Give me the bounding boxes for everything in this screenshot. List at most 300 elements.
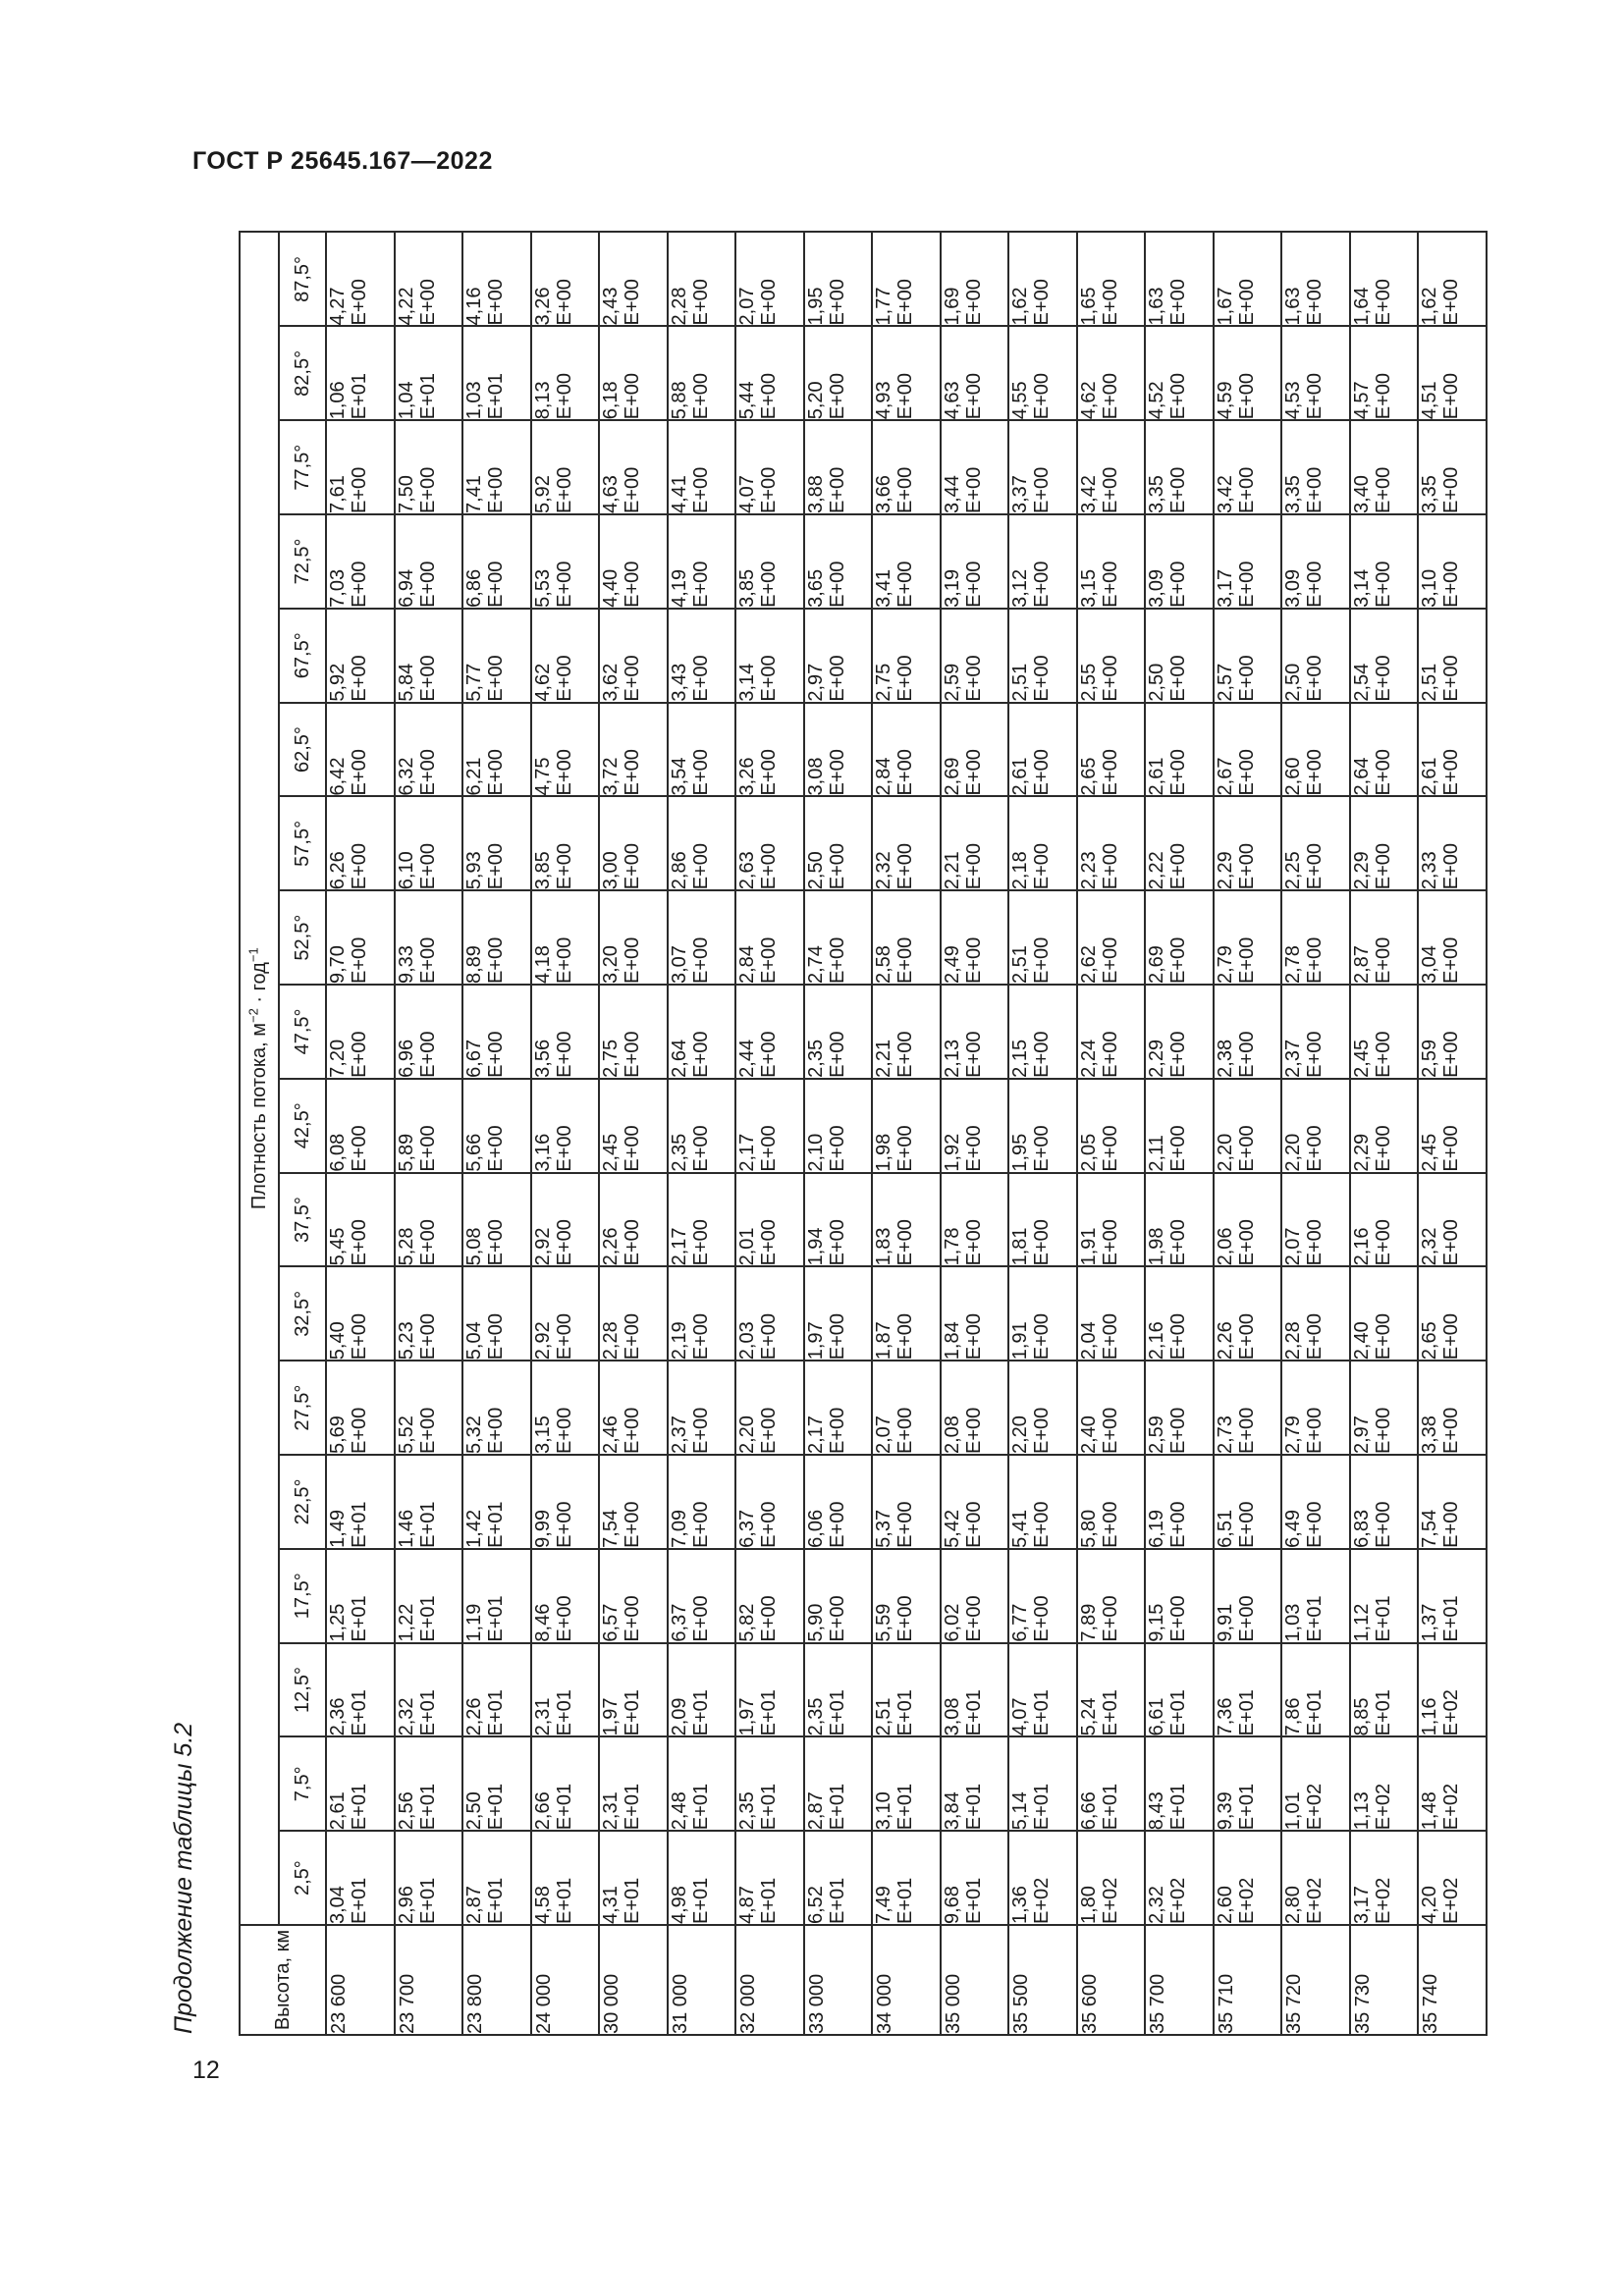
mantissa: 2,86: [668, 851, 690, 890]
exponent: E+00: [1372, 561, 1394, 608]
exponent: E+00: [1304, 279, 1326, 326]
flux-value-cell: [1281, 1736, 1350, 1831]
exponent: E+00: [758, 466, 781, 514]
mantissa: 3,12: [1009, 568, 1032, 608]
mantissa: 1,83: [873, 1227, 895, 1266]
mantissa: 2,97: [1350, 1415, 1373, 1455]
mantissa: 9,15: [1146, 1603, 1168, 1642]
mantissa: 6,96: [395, 1039, 417, 1078]
mantissa: 7,49: [873, 1886, 895, 1924]
mantissa: 1,16: [1419, 1697, 1441, 1736]
exponent: E+00: [416, 1125, 439, 1172]
flux-value-cell: [1350, 1361, 1419, 1455]
table-row: [1145, 232, 1214, 2035]
exponent: E+00: [485, 279, 508, 326]
mantissa: 5,77: [463, 663, 486, 702]
mantissa: 6,18: [600, 381, 623, 420]
mantissa: 2,28: [668, 287, 690, 326]
mantissa: 3,14: [736, 663, 759, 702]
mantissa: 1,87: [873, 1321, 895, 1361]
flux-value-cell: [326, 1736, 395, 1831]
exponent: E+01: [349, 1501, 370, 1548]
exponent: E+01: [962, 1877, 985, 1924]
exponent: E+00: [1031, 1125, 1054, 1172]
flux-value-cell: [872, 1643, 941, 1737]
exponent: E+00: [349, 749, 370, 796]
angle-header: 77,5°: [279, 420, 326, 514]
flux-value-cell: [599, 1173, 668, 1267]
exponent: E+00: [689, 842, 712, 890]
flux-value-cell: [531, 1455, 600, 1549]
flux-value-cell: [804, 1266, 873, 1361]
exponent: E+00: [349, 279, 370, 326]
mantissa: 5,59: [873, 1603, 895, 1642]
flux-value-cell: [326, 1266, 395, 1361]
flux-value-cell: [1214, 1643, 1282, 1737]
flux-value-cell: [735, 1266, 804, 1361]
exponent: E+00: [758, 936, 781, 985]
flux-value-cell: [326, 1643, 395, 1737]
flux-value-cell: [1418, 1643, 1487, 1737]
flux-value-cell: [941, 326, 1009, 420]
mantissa: 2,51: [873, 1697, 895, 1736]
exponent: E+01: [894, 1783, 917, 1831]
exponent: E+00: [962, 279, 985, 326]
flux-value-cell: [1418, 1736, 1487, 1831]
mantissa: 1,37: [1419, 1603, 1441, 1642]
mantissa: 2,32: [873, 851, 895, 890]
exponent: E+00: [1440, 842, 1463, 890]
mantissa: 1,19: [463, 1603, 486, 1642]
exponent: E+00: [826, 842, 848, 890]
exponent: E+00: [689, 279, 712, 326]
mantissa: 3,40: [1350, 475, 1373, 514]
mantissa: 4,87: [736, 1886, 759, 1924]
exponent: E+00: [894, 936, 917, 985]
exponent: E+00: [1099, 655, 1121, 702]
mantissa: 5,53: [531, 568, 554, 608]
flux-value-cell: [735, 1361, 804, 1455]
flux-value-cell: [1281, 703, 1350, 797]
flux-value-cell: [735, 1079, 804, 1173]
exponent: E+00: [416, 279, 439, 326]
mantissa: 3,19: [941, 568, 963, 608]
mantissa: 4,27: [327, 287, 349, 326]
flux-value-cell: [1145, 232, 1214, 326]
mantissa: 1,49: [327, 1509, 349, 1548]
flux-value-cell: [462, 232, 531, 326]
exponent: E+02: [1235, 1877, 1258, 1924]
exponent: E+00: [1372, 1125, 1394, 1172]
flux-value-cell: [1418, 232, 1487, 326]
mantissa: 3,35: [1419, 475, 1441, 514]
mantissa: 4,98: [668, 1886, 690, 1924]
mantissa: 1,03: [463, 381, 486, 420]
table-row: [941, 232, 1009, 2035]
exponent: E+00: [826, 1125, 848, 1172]
mantissa: 2,13: [941, 1039, 963, 1078]
flux-value-cell: [1145, 985, 1214, 1079]
mantissa: 2,24: [1077, 1039, 1100, 1078]
exponent: E+01: [416, 372, 439, 420]
flux-value-cell: [531, 703, 600, 797]
mantissa: 4,75: [531, 757, 554, 796]
flux-value-cell: [941, 232, 1009, 326]
flux-value-cell: [941, 1266, 1009, 1361]
flux-value-cell: [1418, 1079, 1487, 1173]
exponent: E+00: [485, 1125, 508, 1172]
flux-value-cell: [872, 703, 941, 797]
mantissa: 2,32: [1146, 1886, 1168, 1924]
flux-value-cell: [941, 1549, 1009, 1643]
exponent: E+00: [1031, 1312, 1054, 1361]
mantissa: 2,09: [668, 1697, 690, 1736]
flux-value-cell: [872, 1549, 941, 1643]
exponent: E+00: [1235, 466, 1258, 514]
exponent: E+00: [962, 372, 985, 420]
exponent: E+00: [1167, 1031, 1190, 1078]
mantissa: 2,75: [873, 663, 895, 702]
mantissa: 1,48: [1419, 1791, 1441, 1831]
exponent: E+00: [758, 1501, 781, 1548]
exponent: E+00: [553, 655, 575, 702]
flux-value-cell: [1350, 703, 1419, 797]
exponent: E+00: [1099, 372, 1121, 420]
exponent: E+00: [1031, 655, 1054, 702]
flux-value-cell: [804, 1549, 873, 1643]
mantissa: 1,22: [395, 1603, 417, 1642]
mantissa: 1,46: [395, 1509, 417, 1548]
flux-value-cell: [1008, 703, 1077, 797]
exponent: E+00: [1099, 1595, 1121, 1642]
mantissa: 1,25: [327, 1603, 349, 1642]
flux-value-cell: [668, 232, 736, 326]
flux-value-cell: [668, 1736, 736, 1831]
flux-value-cell: [1214, 1831, 1282, 1925]
exponent: E+00: [1235, 1407, 1258, 1455]
flux-value-cell: [735, 1831, 804, 1925]
flux-value-cell: [1145, 1361, 1214, 1455]
flux-value-cell: [1008, 420, 1077, 514]
mantissa: 4,63: [941, 381, 963, 420]
flux-value-cell: [1145, 796, 1214, 890]
exponent: E+00: [1304, 936, 1326, 985]
flux-value-cell: [804, 890, 873, 985]
flux-value-cell: [395, 514, 463, 609]
exponent: E+00: [894, 1031, 917, 1078]
exponent: E+00: [1031, 279, 1054, 326]
mantissa: 1,63: [1146, 287, 1168, 326]
exponent: E+00: [1167, 561, 1190, 608]
exponent: E+00: [1372, 466, 1394, 514]
exponent: E+01: [485, 1877, 508, 1924]
flux-value-cell: [1350, 232, 1419, 326]
flux-value-cell: [1214, 1079, 1282, 1173]
mantissa: 7,54: [600, 1509, 623, 1548]
exponent: E+00: [1304, 372, 1326, 420]
mantissa: 2,32: [395, 1697, 417, 1736]
exponent: E+00: [826, 279, 848, 326]
mantissa: 3,56: [531, 1039, 554, 1078]
flux-value-cell: [941, 514, 1009, 609]
mantissa: 1,95: [804, 287, 827, 326]
flux-value-cell: [941, 890, 1009, 985]
exponent: E+00: [1099, 561, 1121, 608]
exponent: E+00: [1235, 1031, 1258, 1078]
exponent: E+00: [962, 842, 985, 890]
exponent: E+00: [1235, 1595, 1258, 1642]
flux-value-cell: [941, 1361, 1009, 1455]
mantissa: 1,81: [1009, 1227, 1032, 1266]
flux-value-cell: [735, 514, 804, 609]
flux-value-cell: [326, 890, 395, 985]
exponent: E+01: [689, 1877, 712, 1924]
altitude-cell: 35 730: [1350, 1925, 1419, 2035]
flux-value-cell: [531, 1549, 600, 1643]
mantissa: 1,95: [1009, 1133, 1032, 1172]
mantissa: 6,86: [463, 568, 486, 608]
mantissa: 6,02: [941, 1603, 963, 1642]
flux-value-cell: [668, 1079, 736, 1173]
flux-value-cell: [1418, 609, 1487, 703]
mantissa: 6,32: [395, 757, 417, 796]
exponent: E+00: [622, 1407, 644, 1455]
mantissa: 3,38: [1419, 1415, 1441, 1455]
mantissa: 2,60: [1214, 1886, 1236, 1924]
exponent: E+00: [1440, 372, 1463, 420]
flux-value-cell: [1077, 703, 1146, 797]
flux-value-cell: [1077, 326, 1146, 420]
exponent: E+00: [894, 561, 917, 608]
mantissa: 3,72: [600, 757, 623, 796]
flux-value-cell: [1281, 326, 1350, 420]
mantissa: 2,15: [1009, 1039, 1032, 1078]
flux-value-cell: [462, 1549, 531, 1643]
flux-value-cell: [599, 1736, 668, 1831]
exponent: E+01: [349, 1595, 370, 1642]
exponent: E+00: [962, 936, 985, 985]
flux-value-cell: [599, 1361, 668, 1455]
mantissa: 1,97: [600, 1697, 623, 1736]
altitude-header: Высота, км: [240, 1925, 326, 2035]
flux-value-cell: [1350, 1643, 1419, 1737]
mantissa: 3,14: [1350, 568, 1373, 608]
flux-value-cell: [1077, 796, 1146, 890]
flux-value-cell: [804, 1736, 873, 1831]
exponent: E+00: [1235, 1312, 1258, 1361]
flux-value-cell: [1145, 1455, 1214, 1549]
flux-value-cell: [1145, 514, 1214, 609]
flux-value-cell: [941, 1736, 1009, 1831]
exponent: E+00: [689, 561, 712, 608]
flux-value-cell: [735, 1455, 804, 1549]
mantissa: 2,05: [1077, 1133, 1100, 1172]
exponent: E+00: [894, 1501, 917, 1548]
angle-header: 62,5°: [279, 703, 326, 797]
mantissa: 2,56: [395, 1791, 417, 1831]
table-row: [1418, 232, 1487, 2035]
mantissa: 2,79: [1282, 1415, 1305, 1455]
exponent: E+00: [894, 279, 917, 326]
flux-value-cell: [1281, 609, 1350, 703]
mantissa: 6,21: [463, 757, 486, 796]
mantissa: 2,44: [736, 1039, 759, 1078]
flux-value-cell: [804, 985, 873, 1079]
flux-value-cell: [1214, 1736, 1282, 1831]
flux-value-cell: [804, 1079, 873, 1173]
exponent: E+00: [349, 1312, 370, 1361]
exponent: E+00: [1031, 749, 1054, 796]
mantissa: 2,36: [327, 1697, 349, 1736]
flux-value-cell: [395, 796, 463, 890]
mantissa: 4,07: [1009, 1697, 1032, 1736]
table-row: [326, 232, 395, 2035]
exponent: E+00: [1440, 1219, 1463, 1266]
mantissa: 3,66: [873, 475, 895, 514]
flux-value-cell: [462, 514, 531, 609]
flux-value-cell: [804, 1173, 873, 1267]
exponent: E+00: [758, 1219, 781, 1266]
exponent: E+00: [894, 1219, 917, 1266]
exponent: E+00: [1031, 1407, 1054, 1455]
flux-value-cell: [462, 796, 531, 890]
flux-value-cell: [1281, 1266, 1350, 1361]
mantissa: 6,52: [804, 1886, 827, 1924]
flux-value-cell: [531, 1643, 600, 1737]
mantissa: 2,50: [1146, 663, 1168, 702]
flux-value-cell: [1008, 514, 1077, 609]
mantissa: 7,36: [1214, 1697, 1236, 1736]
mantissa: 5,28: [395, 1227, 417, 1266]
flux-value-cell: [1077, 1549, 1146, 1643]
exponent: E+00: [1099, 1501, 1121, 1548]
mantissa: 2,51: [1419, 663, 1441, 702]
flux-value-cell: [1145, 1549, 1214, 1643]
flux-value-cell: [1350, 514, 1419, 609]
flux-value-cell: [668, 796, 736, 890]
mantissa: 5,93: [463, 851, 486, 890]
exponent: E+00: [1031, 1501, 1054, 1548]
exponent: E+00: [1167, 655, 1190, 702]
mantissa: 2,79: [1214, 945, 1236, 985]
flux-value-cell: [1077, 1643, 1146, 1737]
exponent: E+00: [758, 1595, 781, 1642]
exponent: E+00: [553, 1125, 575, 1172]
flux-value-cell: [1008, 1831, 1077, 1925]
exponent: E+00: [1099, 936, 1121, 985]
exponent: E+00: [758, 655, 781, 702]
flux-value-cell: [804, 609, 873, 703]
mantissa: 5,41: [1009, 1509, 1032, 1548]
flux-value-cell: [735, 420, 804, 514]
exponent: E+00: [1099, 1125, 1121, 1172]
flux-value-cell: [1350, 420, 1419, 514]
mantissa: 2,45: [1350, 1039, 1373, 1078]
exponent: E+00: [894, 1595, 917, 1642]
exponent: E+00: [1099, 1407, 1121, 1455]
exponent: E+02: [1167, 1877, 1190, 1924]
flux-value-cell: [462, 326, 531, 420]
altitude-cell: 32 000: [735, 1925, 804, 2035]
mantissa: 5,82: [736, 1603, 759, 1642]
flux-value-cell: [1214, 703, 1282, 797]
mantissa: 5,66: [463, 1133, 486, 1172]
mantissa: 1,42: [463, 1509, 486, 1548]
flux-value-cell: [1214, 890, 1282, 985]
exponent: E+00: [416, 1312, 439, 1361]
mantissa: 5,20: [804, 381, 827, 420]
exponent: E+01: [826, 1689, 848, 1736]
flux-value-cell: [668, 1173, 736, 1267]
mantissa: 5,69: [327, 1415, 349, 1455]
flux-value-cell: [804, 514, 873, 609]
mantissa: 2,73: [1214, 1415, 1236, 1455]
flux-value-cell: [1145, 326, 1214, 420]
mantissa: 9,33: [395, 945, 417, 985]
flux-value-cell: [1008, 1549, 1077, 1643]
exponent: E+00: [826, 936, 848, 985]
exponent: E+00: [1304, 655, 1326, 702]
exponent: E+00: [1167, 749, 1190, 796]
flux-value-cell: [1008, 985, 1077, 1079]
mantissa: 1,36: [1009, 1886, 1032, 1924]
flux-value-cell: [1281, 1173, 1350, 1267]
exponent: E+00: [758, 279, 781, 326]
exponent: E+01: [485, 1595, 508, 1642]
mantissa: 6,06: [804, 1509, 827, 1548]
exponent: E+01: [962, 1689, 985, 1736]
mantissa: 1,67: [1214, 287, 1236, 326]
flux-value-cell: [804, 232, 873, 326]
exponent: E+00: [622, 1125, 644, 1172]
flux-value-cell: [462, 1079, 531, 1173]
exponent: E+00: [349, 936, 370, 985]
mantissa: 2,07: [873, 1415, 895, 1455]
mantissa: 2,21: [873, 1039, 895, 1078]
altitude-cell: 35 600: [1077, 1925, 1146, 2035]
exponent: E+01: [349, 1783, 370, 1831]
flux-value-cell: [804, 796, 873, 890]
flux-value-cell: [326, 514, 395, 609]
exponent: E+00: [894, 842, 917, 890]
exponent: E+00: [1372, 372, 1394, 420]
mantissa: 7,41: [463, 475, 486, 514]
exponent: E+00: [1031, 1031, 1054, 1078]
exponent: E+00: [349, 1407, 370, 1455]
exponent: E+01: [485, 1783, 508, 1831]
exponent: E+00: [622, 279, 644, 326]
mantissa: 3,84: [941, 1791, 963, 1831]
flux-value-cell: [395, 1266, 463, 1361]
mantissa: 4,16: [463, 287, 486, 326]
mantissa: 2,19: [668, 1321, 690, 1361]
exponent: E+00: [894, 372, 917, 420]
angle-header: 27,5°: [279, 1361, 326, 1455]
exponent: E+00: [622, 655, 644, 702]
exponent: E+00: [1304, 1501, 1326, 1548]
flux-value-cell: [804, 1643, 873, 1737]
mantissa: 2,29: [1146, 1039, 1168, 1078]
flux-value-cell: [668, 1455, 736, 1549]
mantissa: 3,35: [1282, 475, 1305, 514]
exponent: E+00: [622, 372, 644, 420]
mantissa: 5,92: [531, 475, 554, 514]
flux-value-cell: [941, 1173, 1009, 1267]
flux-value-cell: [1077, 985, 1146, 1079]
flux-value-cell: [1077, 1266, 1146, 1361]
flux-value-cell: [668, 1831, 736, 1925]
exponent: E+00: [1235, 1219, 1258, 1266]
